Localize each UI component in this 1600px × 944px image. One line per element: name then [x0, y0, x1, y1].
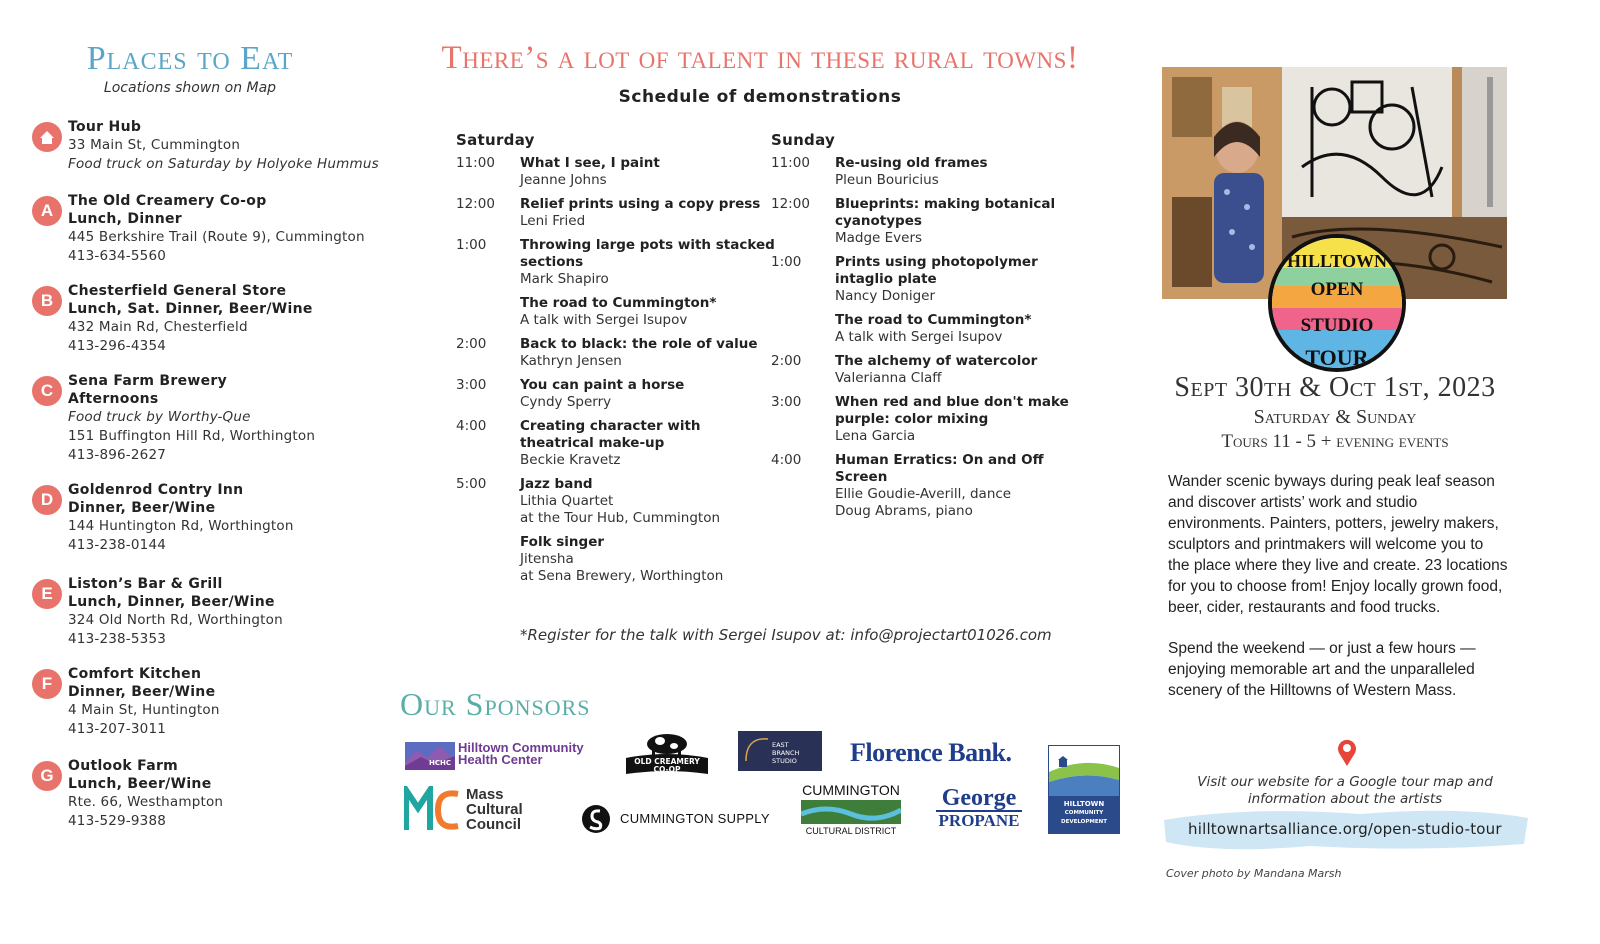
event-detail: Cyndy Sperry [520, 394, 612, 410]
saturday-schedule [456, 131, 776, 592]
place-item [30, 757, 410, 831]
event-detail: Jitensha [520, 551, 574, 567]
schedule-event [771, 312, 1091, 346]
event-title: When red and blue don't make purple: color mixing [835, 394, 1069, 427]
schedule-event [771, 394, 1091, 445]
cs-monogram-icon [580, 802, 612, 836]
place-name: Tour Hub [68, 119, 142, 135]
event-time: 12:00 [456, 196, 495, 212]
event-detail: Madge Evers [835, 230, 923, 246]
place-detail: 445 Berkshire Trail (Route 9), Cummington [68, 229, 365, 245]
hchc-logo[interactable] [405, 742, 600, 772]
event-title: Jazz band [520, 476, 593, 492]
place-detail: 413-896-2627 [68, 447, 167, 463]
photo-credit: Cover photo by Mandana Marsh [1166, 867, 1342, 880]
place-detail: 413-296-4354 [68, 338, 167, 354]
event-time: 1:00 [771, 254, 802, 270]
tour-description [1168, 471, 1508, 721]
hchc-abbr: HCHC [429, 759, 451, 767]
place-name: Comfort Kitchen [68, 666, 202, 682]
place-detail: 4 Main St, Huntington [68, 702, 220, 718]
place-meals: Lunch, Beer/Wine [68, 776, 212, 792]
ccd-top: CUMMINGTON [802, 782, 900, 798]
george-bottom: PROPANE [936, 810, 1022, 830]
event-detail: Nancy Doniger [835, 288, 936, 304]
schedule-event [456, 155, 776, 189]
event-time: 5:00 [456, 476, 487, 492]
schedule-event [456, 336, 776, 370]
place-name: Liston’s Bar & Grill [68, 576, 223, 592]
cummington-supply-logo[interactable] [580, 802, 770, 836]
event-detail: at the Tour Hub, Cummington [520, 510, 721, 526]
badge-line1: HILLTOWN [1286, 251, 1388, 271]
cs-text: CUMMINGTON SUPPLY [620, 811, 770, 826]
place-item [30, 372, 410, 465]
event-time [771, 312, 835, 346]
event-title: Folk singer [520, 534, 605, 550]
ccd-bottom: CULTURAL DISTRICT [805, 826, 897, 836]
event-title: Creating character with theatrical make-up [520, 418, 701, 451]
event-time: 12:00 [771, 196, 810, 212]
place-name: Goldenrod Contry Inn [68, 482, 244, 498]
event-detail: A talk with Sergei Isupov [520, 312, 688, 328]
map-pin-icon [1336, 738, 1358, 768]
place-detail: 413-238-5353 [68, 631, 167, 647]
hcd-line3: DEVELOPMENT [1061, 819, 1107, 825]
event-detail: Kathryn Jensen [520, 353, 622, 369]
schedule-title: Schedule of demonstrations [618, 87, 902, 107]
place-meals: Lunch, Dinner [68, 211, 182, 227]
event-time: 4:00 [456, 418, 487, 434]
place-detail: 33 Main St, Cummington [68, 137, 241, 153]
place-meals: Lunch, Sat. Dinner, Beer/Wine [68, 301, 313, 317]
headline: There’s a lot of talent in these rural towns! [441, 40, 1079, 76]
hcd-logo[interactable] [1048, 745, 1120, 834]
george-propane-logo[interactable] [934, 786, 1024, 832]
schedule-event [456, 295, 776, 329]
hcd-hills-icon [1049, 746, 1119, 796]
place-name: Outlook Farm [68, 758, 179, 774]
event-time [456, 534, 520, 585]
places-title: Places to Eat [86, 40, 294, 77]
event-title: Blueprints: making botanical cyanotypes [835, 196, 1056, 229]
tour-days: Saturday & Sunday [1253, 406, 1417, 428]
map-marker-f: F [32, 669, 62, 699]
event-title: You can paint a horse [520, 377, 685, 393]
tour-blurb-1: Wander scenic byways during peak leaf season and discover artists’ work and studio environments. Painters, potters, jewelry makers, sculptors and printmakers will welcome you to the place where they live and create. 23 locations for you to choose from! Enjoy locally grown food, beer, cider, restaurants and food trucks. [1168, 473, 1508, 616]
mcc-line3: Council [466, 816, 521, 833]
place-detail: Rte. 66, Westhampton [68, 794, 224, 810]
event-detail: Mark Shapiro [520, 271, 609, 287]
event-detail: Leni Fried [520, 213, 586, 229]
badge-line2: OPEN STUDIO [1300, 279, 1374, 336]
place-item [30, 575, 410, 649]
places-list [30, 118, 410, 831]
mcc-mc-icon [404, 786, 462, 832]
ccd-river-icon [801, 800, 901, 824]
schedule-event [771, 452, 1091, 520]
place-detail: 413-238-0144 [68, 537, 167, 553]
sponsors-title: Our Sponsors [400, 686, 591, 722]
place-name: The Old Creamery Co-op [68, 193, 267, 209]
tour-blurb-2: Spend the weekend — or just a few hours — enjoying memorable art and the unparalleled scenery of the Hilltowns of Western Mass. [1168, 640, 1476, 699]
old-creamery-logo[interactable] [624, 728, 710, 776]
place-meals: Afternoons [68, 391, 159, 407]
tour-dates-block [1160, 372, 1510, 453]
place-meals: Dinner, Beer/Wine [68, 500, 216, 516]
event-title: Back to black: the role of value [520, 336, 758, 352]
places-subtitle: Locations shown on Map [103, 80, 277, 96]
place-item [30, 192, 410, 266]
place-detail: 151 Buffington Hill Rd, Worthington [68, 428, 316, 444]
map-marker-g: G [32, 761, 62, 791]
event-title: What I see, I paint [520, 155, 660, 171]
place-detail: 413-529-9388 [68, 813, 167, 829]
schedule-event [456, 418, 776, 469]
place-detail: 432 Main Rd, Chesterfield [68, 319, 248, 335]
event-time: 3:00 [771, 394, 802, 410]
map-marker-d: D [32, 485, 62, 515]
event-time: 2:00 [771, 353, 802, 369]
event-title: Re-using old frames [835, 155, 988, 171]
schedule-event [456, 534, 776, 585]
event-title: Throwing large pots with stacked sections [520, 237, 775, 270]
map-marker-e: E [32, 579, 62, 609]
schedule-event [456, 377, 776, 411]
event-title: The road to Cummington* [520, 295, 717, 311]
place-item [30, 665, 410, 739]
mcc-line2: Cultural [466, 801, 523, 818]
event-time [456, 295, 520, 329]
place-food-truck: Food truck on Saturday by Holyoke Hummus [68, 156, 379, 172]
event-time: 11:00 [771, 155, 810, 171]
event-detail: Lithia Quartet [520, 493, 614, 509]
event-detail: Jeanne Johns [520, 172, 607, 188]
place-detail: 413-207-3011 [68, 721, 167, 737]
tour-hours: Tours 11 - 5 + evening events [1221, 431, 1449, 452]
website-link[interactable]: hilltownartsalliance.org/open-studio-tour [1188, 820, 1502, 838]
event-detail: Doug Abrams, piano [835, 503, 973, 519]
event-detail: at Sena Brewery, Worthington [520, 568, 724, 584]
open-studio-tour-badge [1268, 234, 1406, 372]
place-detail: 144 Huntington Rd, Worthington [68, 518, 294, 534]
event-detail: Beckie Kravetz [520, 452, 621, 468]
hcd-line1: HILLTOWN [1063, 800, 1105, 808]
hchc-line2: Health Center [458, 752, 543, 767]
hchc-line1: Hilltown Community [458, 740, 584, 755]
old-creamery-text: OLD CREAMERY CO-OP [634, 757, 700, 774]
cummington-cultural-district-logo[interactable] [800, 782, 902, 840]
place-name: Sena Farm Brewery [68, 373, 228, 389]
event-time: 1:00 [456, 237, 487, 253]
mcc-line1: Mass [466, 786, 504, 803]
event-title: Prints using photopolymer intaglio plate [835, 254, 1038, 287]
sunday-schedule [771, 131, 1091, 527]
schedule-event [456, 237, 776, 288]
place-item [30, 481, 410, 555]
event-detail: Lena Garcia [835, 428, 916, 444]
map-marker-b: B [32, 286, 62, 316]
schedule-event [771, 353, 1091, 387]
place-detail: 413-634-5560 [68, 248, 167, 264]
badge-line3: TOUR [1305, 345, 1369, 370]
eb-line1: EAST [772, 741, 789, 749]
event-detail: Valerianna Claff [835, 370, 942, 386]
event-time: 11:00 [456, 155, 495, 171]
hcd-line2: COMMUNITY [1064, 810, 1104, 816]
event-title: Human Erratics: On and Off Screen [835, 452, 1044, 485]
tour-dates: Sept 30th & Oct 1st, 2023 [1174, 372, 1496, 403]
register-note: *Register for the talk with Sergei Isupov at: info@projectart01026.com [520, 626, 1052, 644]
day-heading: Sunday [771, 131, 836, 149]
place-meals: Dinner, Beer/Wine [68, 684, 216, 700]
event-time: 3:00 [456, 377, 487, 393]
place-food-truck: Food truck by Worthy-Que [68, 409, 251, 425]
schedule-event [456, 196, 776, 230]
schedule-event [456, 476, 776, 527]
map-marker-a: A [32, 196, 62, 226]
place-item [30, 282, 410, 356]
place-detail: 324 Old North Rd, Worthington [68, 612, 283, 628]
event-detail: A talk with Sergei Isupov [835, 329, 1003, 345]
place-meals: Lunch, Dinner, Beer/Wine [68, 594, 275, 610]
schedule-event [771, 254, 1091, 305]
event-title: The alchemy of watercolor [835, 353, 1038, 369]
day-heading: Saturday [456, 131, 535, 149]
mass-cultural-council-logo[interactable] [404, 786, 534, 834]
place-item [30, 118, 410, 174]
event-detail: Pleun Bouricius [835, 172, 939, 188]
schedule-event [771, 155, 1091, 189]
home-icon [32, 122, 62, 152]
visit-note: Visit our website for a Google tour map and information about the artists [1197, 774, 1493, 807]
event-detail: Ellie Goudie-Averill, dance [835, 486, 1012, 502]
florence-bank-logo[interactable]: Florence Bank. [850, 738, 1012, 767]
event-time: 2:00 [456, 336, 487, 352]
schedule-event [771, 196, 1091, 247]
eb-line3: STUDIO [772, 757, 797, 765]
event-time: 4:00 [771, 452, 802, 468]
east-branch-logo[interactable] [738, 731, 822, 771]
map-marker-c: C [32, 376, 62, 406]
george-top: George [941, 785, 1017, 811]
eb-line2: BRANCH [772, 749, 800, 757]
place-name: Chesterfield General Store [68, 283, 287, 299]
event-title: The road to Cummington* [835, 312, 1032, 328]
event-title: Relief prints using a copy press [520, 196, 761, 212]
